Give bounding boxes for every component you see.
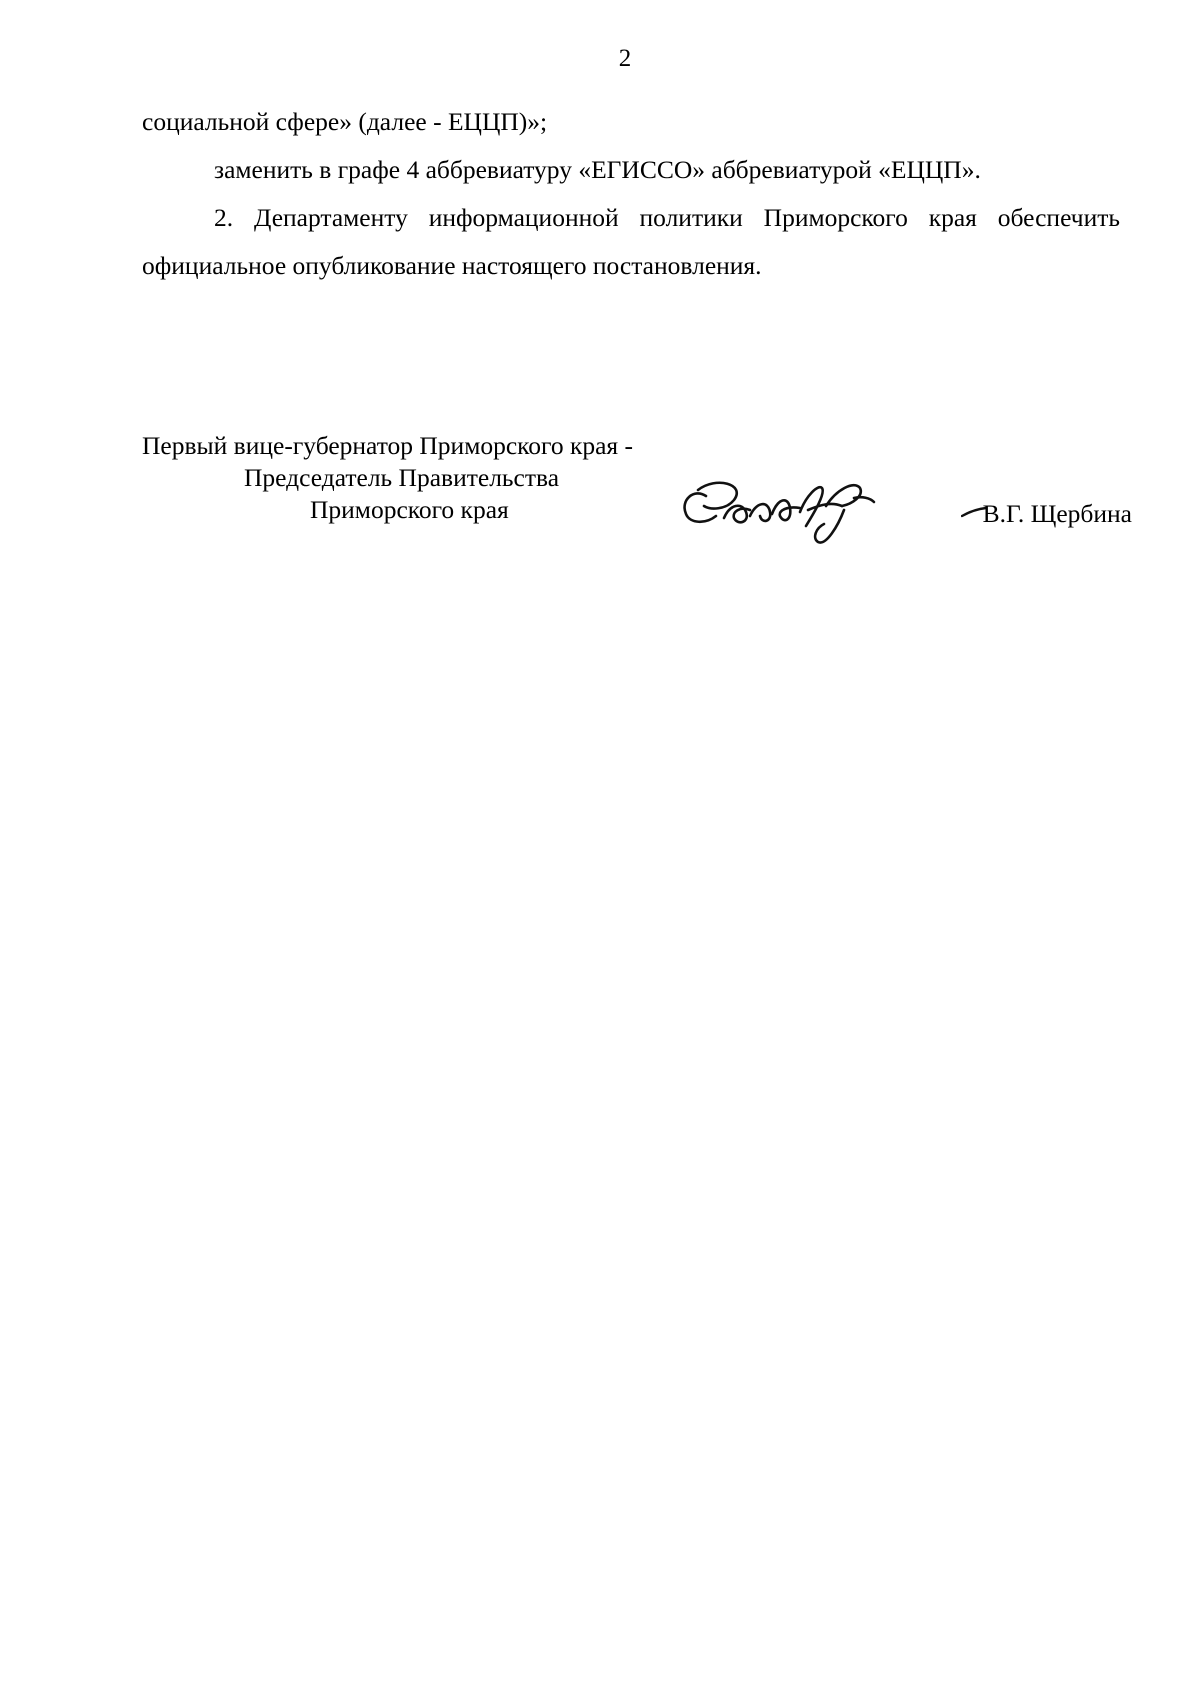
signature-block: [142, 430, 1132, 550]
paragraph-item-2: 2. Департаменту информационной политики Приморского края обеспечить официальное опубликование настоящего постановления.: [142, 203, 1120, 280]
paragraph-continuation: социальной сфере» (далее - ЕЦЦП)»;: [142, 107, 548, 136]
handwritten-signature-icon: [676, 466, 906, 556]
paragraph-replace-abbreviation: заменить в графе 4 аббревиатуру «ЕГИССО» аббревиатурой «ЕЦЦП».: [214, 155, 981, 184]
signatory-name-text: В.Г. Щербина: [982, 499, 1132, 528]
signatory-title-line-2: Председатель Правительства: [244, 463, 560, 492]
signatory-name: [961, 498, 1132, 530]
signatory-title: [142, 430, 712, 526]
signatory-title-line-1: Первый вице-губернатор Приморского края -: [142, 431, 633, 460]
signatory-title-line-3: Приморского края: [310, 495, 509, 524]
page-number: 2: [618, 45, 632, 72]
document-body: [142, 98, 1120, 290]
